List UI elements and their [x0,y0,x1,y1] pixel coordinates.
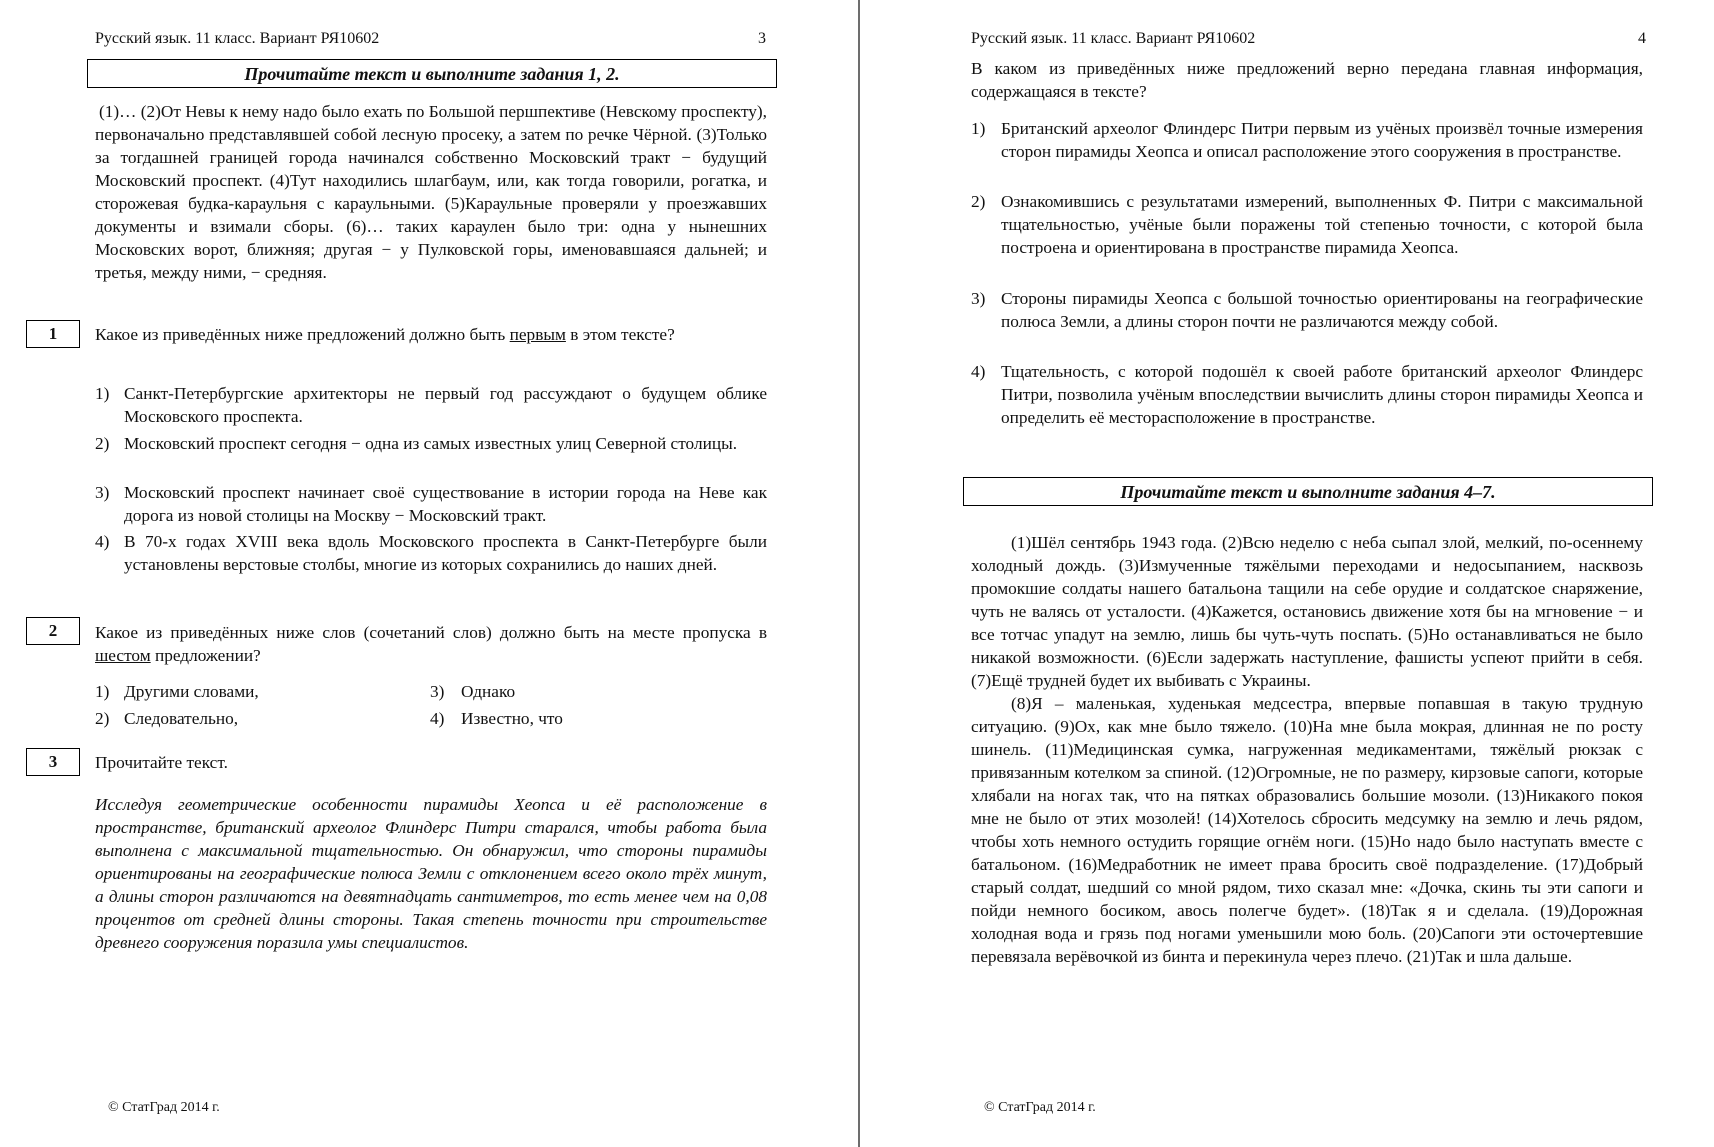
answer-option[interactable] [971,287,1643,333]
option-number: 2) [95,434,110,453]
option-text: Московский проспект сегодня − одна из самых известных улиц Северной столицы. [124,434,738,453]
option-text: Другими словами, [124,682,259,701]
answer-option[interactable] [95,382,767,428]
page-header: Русский язык. 11 класс. Вариант РЯ10602 [95,30,380,47]
question-number-box: 1 [26,320,80,348]
answer-option[interactable] [95,432,767,455]
question-text: Прочитайте текст. [95,753,228,772]
page-right [860,0,1714,1147]
option-number: 3) [971,289,986,308]
passage-text: (1)… (2)От Невы к нему надо было ехать по Большой першпективе (Невскому проспекту), первоначально представлявшей собой лесную просеку, а затем по речке Чёрной. (3)Только за тогдашней границей города начинался собственно Московский тракт − будущий Московский проспект. (4)Тут находились шлагбаум, или, как тогда говорили, рогатка, и сторожевая будка-караульня с караульными. (5)Караульные проверяли у проезжавших документы и взимали сборы. (6)… таких караулен было три: одна у нынешних Московских ворот, ближняя; другая − у Пулковской горы, именовавшаяся дальней; и третья, между ними, − средняя. [95,102,768,282]
option-text: Британский археолог Флиндерс Питри первым из учёных произвёл точные измерения сторон пирамиды Хеопса и описал расположение этого сооружения в пространстве. [1001,119,1643,161]
option-number: 2) [95,709,110,728]
option-text: Тщательность, с которой подошёл к своей работе британский археолог Флиндерс Питри, позволила учёным впоследствии вычислить длины сторон пирамиды Хеопса и определить её месторасположение в пространстве. [1001,362,1643,427]
option-text: Следовательно, [124,709,239,728]
option-text: Стороны пирамиды Хеопса с большой точностью ориентированы на географические полюса Земли, а длины сторон почти не различаются между собой. [1001,289,1643,331]
option-number: 4) [430,709,445,728]
answer-option[interactable] [430,707,730,730]
underlined-word: первым [509,325,566,344]
story-paragraph: (1)Шёл сентябрь 1943 года. (2)Всю неделю с неба сыпал злой, мелкий, по-осеннему холодный дождь. (3)Измученные тяжёлыми переходами и недосыпанием, насквозь промокшие солдаты нашего батальона тащили на себе орудие и солдатское снаряжение, чуть не валясь от усталости. (4)Кажется, остановись движение хотя бы на мгновение − и все тотчас упадут на землю, лишь бы чуть-чуть поспать. (5)Но останавливаться не было никакой возможности. (6)Если задержать наступление, фашисты успеют прийти в себя. (7)Ещё трудней будет их выбивать с Украины. [971,533,1643,690]
option-text: Известно, что [461,709,563,728]
option-text: Ознакомившись с результатами измерений, выполненных Ф. Питри с максимальной тщательностью, учёные были поражены той степенью точности, с которой была построена и ориентирована в пространстве пирамида Хеопса. [1001,192,1643,257]
option-number: 1) [971,119,986,138]
answer-option[interactable] [95,680,395,703]
question-text-part: Какое из приведённых ниже слов (сочетаний слов) должно быть на месте пропуска в [95,623,767,642]
option-text: Однако [461,682,516,701]
option-number: 3) [430,682,445,701]
quoted-passage: Исследуя геометрические особенности пирамиды Хеопса и её расположение в пространстве, британский археолог Флиндерс Питри старался, чтобы работа была выполнена с максимальной тщательностью. Он обнаружил, что стороны пирамиды ориентированы на географические полюса Земли с отклонением всего около трёх минут, а длины сторон различаются на девятнадцать сантиметров, то есть менее чем на 0,08 процентов от средней длины стороны. Такая степень точности при строительстве древнего сооружения поразила умы специалистов. [95,795,767,952]
answer-option[interactable] [971,360,1643,429]
option-text: Санкт-Петербургские архитекторы не первый год рассуждают о будущем облике Московского проспекта. [124,384,767,426]
task-banner: Прочитайте текст и выполните задания 1, 2. [87,59,777,88]
question-text [95,621,767,667]
story-text [971,531,1643,968]
answer-option[interactable] [971,190,1643,259]
question-text-part: в этом тексте? [565,325,675,344]
answer-option[interactable] [95,481,767,527]
page-number: 4 [1638,30,1646,47]
answer-option[interactable] [95,530,767,576]
option-number: 3) [95,483,110,502]
underlined-word: шестом [95,646,151,665]
option-number: 2) [971,192,986,211]
option-number: 1) [95,682,110,701]
task-banner: Прочитайте текст и выполните задания 4–7. [963,477,1653,506]
story-paragraph: (8)Я – маленькая, худенькая медсестра, впервые попавшая в такую трудную ситуацию. (9)Ох, как мне было тяжело. (10)На мне была мокрая, длинная не по росту шинель. (11)Медицинская сумка, нагруженная медикаментами, тяжёлый рюкзак с привязанным котелком за спиной. (12)Огромные, не по размеру, кирзовые сапоги, которые хлябали на ногах так, что на пятках образовались большие мозоли. (13)Никакого покоя мне не было от этих мозолей! (14)Хотелось сбросить медсумку на землю и лечь рядом, чтобы хоть немного остудить горящие огнём ноги. (15)Но надо было наступать вместе с батальоном. (16)Медработник не имеет права бросить своё подразделение. (17)Добрый старый солдат, шедший со мной рядом, тихо сказал мне: «Дочка, скинь ты эти сапоги и пойди немного босиком, авось полегче будет». (18)Так я и сделала. (19)Дорожная холодная вода и грязь под ногами уменьшили мою боль. (20)Сапоги эти осточертевшие перевязала верёвочкой из бинта и перекинула через плечо. (21)Так и шла дальше. [971,694,1643,966]
question-text: В каком из приведённых ниже предложений верно передана главная информация, содержащаяся в тексте? [971,59,1643,101]
question-text [95,323,767,346]
option-text: Московский проспект начинает своё существование в истории города на Неве как дорога из новой столицы на Москву − Московский тракт. [124,483,767,525]
answer-option[interactable] [95,707,395,730]
page-footer: © СтатГрад 2014 г. [984,1100,1096,1115]
page-footer: © СтатГрад 2014 г. [108,1100,220,1115]
answer-option[interactable] [971,117,1643,163]
option-number: 4) [971,362,986,381]
page-number: 3 [758,30,766,47]
option-text: В 70-х годах XVIII века вдоль Московского проспекта в Санкт-Петербурге были установлены верстовые столбы, многие из которых сохранились до наших дней. [124,532,767,574]
answer-option[interactable] [430,680,730,703]
question-number-box: 3 [26,748,80,776]
question-text-part: предложении? [150,646,261,665]
option-number: 4) [95,532,110,551]
option-number: 1) [95,384,110,403]
page-header: Русский язык. 11 класс. Вариант РЯ10602 [971,30,1256,47]
question-number-box: 2 [26,617,80,645]
question-text-part: Какое из приведённых ниже предложений должно быть [95,325,510,344]
